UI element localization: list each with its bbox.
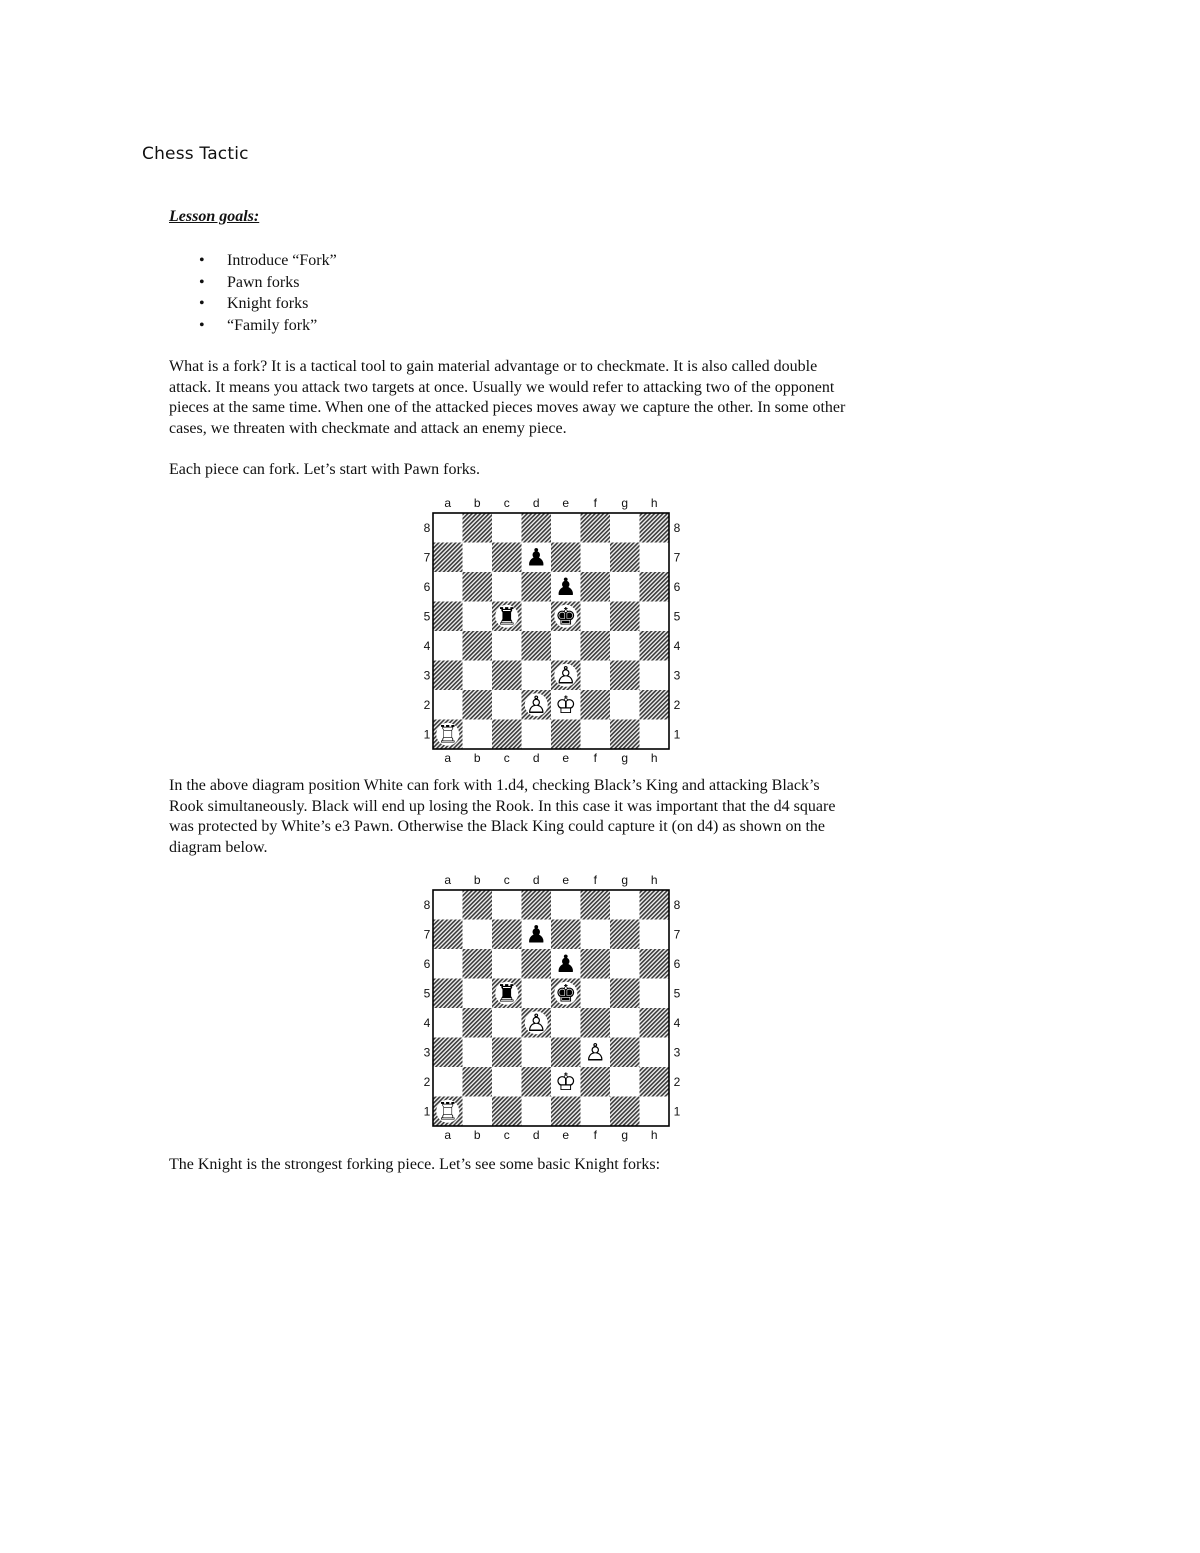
white-piece-e2: ♔ — [554, 690, 577, 719]
board-square-a6 — [433, 949, 463, 979]
board-square-d6 — [522, 572, 552, 602]
board-square-e7 — [551, 543, 581, 573]
board-square-g6 — [610, 949, 640, 979]
board-square-h5 — [640, 602, 670, 632]
rank-label-5-right: 5 — [673, 609, 681, 624]
board-square-h4 — [640, 631, 670, 661]
board-square-d3 — [522, 1038, 552, 1068]
file-label-h-top: h — [650, 496, 658, 510]
black-piece-e5: ♚ — [554, 979, 577, 1008]
board-square-f3 — [581, 661, 611, 691]
board-square-b3 — [463, 1038, 493, 1068]
chess-diagram-1 — [412, 492, 695, 768]
list-item — [169, 272, 337, 294]
board-square-c4 — [492, 631, 522, 661]
black-piece-d7: ♟ — [525, 920, 548, 949]
board-square-g4 — [610, 631, 640, 661]
board-square-a4 — [433, 1008, 463, 1038]
file-label-d-top: d — [532, 873, 540, 887]
file-label-h-bottom: h — [650, 751, 658, 765]
rank-label-8-right: 8 — [673, 520, 681, 535]
list-item-text: Knight forks — [227, 295, 309, 313]
file-label-d-bottom: d — [532, 751, 540, 765]
board-square-a5 — [433, 979, 463, 1009]
rank-label-1-left: 1 — [423, 1104, 431, 1119]
white-piece-a1: ♖ — [436, 720, 459, 749]
rank-label-7-left: 7 — [423, 550, 431, 565]
black-piece-c5: ♜ — [495, 602, 518, 631]
file-label-c-bottom: c — [503, 751, 510, 765]
board-square-c1 — [492, 720, 522, 750]
board-square-g2 — [610, 690, 640, 720]
board-square-h3 — [640, 661, 670, 691]
board-square-b1 — [463, 720, 493, 750]
file-label-h-bottom: h — [650, 1128, 658, 1142]
list-item — [169, 315, 337, 337]
board-square-f7 — [581, 920, 611, 950]
board-square-b6 — [463, 572, 493, 602]
board-square-c1 — [492, 1097, 522, 1127]
text-line: In the above diagram position White can fork with 1.d4, checking Black’s King and attacking Black’s — [169, 777, 820, 794]
white-piece-e2: ♔ — [554, 1067, 577, 1096]
file-label-a-bottom: a — [444, 1128, 452, 1142]
rank-label-7-left: 7 — [423, 927, 431, 942]
file-label-e-bottom: e — [562, 1128, 570, 1142]
white-piece-d4: ♙ — [525, 1008, 548, 1037]
board-square-f8 — [581, 513, 611, 543]
white-piece-f3: ♙ — [584, 1038, 607, 1067]
board-square-c8 — [492, 890, 522, 920]
board-square-g7 — [610, 543, 640, 573]
rank-label-6-right: 6 — [673, 579, 681, 594]
board-square-d6 — [522, 949, 552, 979]
board-square-c3 — [492, 1038, 522, 1068]
board-square-g2 — [610, 1067, 640, 1097]
board-square-e8 — [551, 513, 581, 543]
board-square-a6 — [433, 572, 463, 602]
board-square-a3 — [433, 661, 463, 691]
board-square-c7 — [492, 920, 522, 950]
rank-label-2-right: 2 — [673, 1074, 681, 1089]
board-square-h7 — [640, 920, 670, 950]
explanation-paragraph — [169, 776, 959, 859]
rank-label-6-left: 6 — [423, 956, 431, 971]
rank-label-3-right: 3 — [673, 668, 681, 683]
file-label-g-bottom: g — [621, 751, 629, 765]
board-square-h2 — [640, 690, 670, 720]
board-square-a3 — [433, 1038, 463, 1068]
file-label-e-top: e — [562, 496, 570, 510]
board-square-d5 — [522, 979, 552, 1009]
board-square-h4 — [640, 1008, 670, 1038]
bullet-icon: • — [199, 295, 205, 313]
file-label-a-top: a — [444, 873, 452, 887]
rank-label-6-left: 6 — [423, 579, 431, 594]
bullet-icon: • — [199, 273, 205, 291]
board-square-b1 — [463, 1097, 493, 1127]
board-square-e1 — [551, 1097, 581, 1127]
rank-label-1-right: 1 — [673, 1104, 681, 1119]
text-line: was protected by White’s e3 Pawn. Otherwise the Black King could capture it (on d4) as shown on the — [169, 818, 825, 836]
file-label-a-top: a — [444, 496, 452, 510]
rank-label-3-left: 3 — [423, 1045, 431, 1060]
lesson-goals-heading: Lesson goals: — [169, 208, 260, 225]
board-square-b7 — [463, 920, 493, 950]
board-square-f6 — [581, 949, 611, 979]
board-square-c3 — [492, 661, 522, 691]
board-square-f1 — [581, 720, 611, 750]
board-square-b4 — [463, 1008, 493, 1038]
board-square-h8 — [640, 890, 670, 920]
board-square-e1 — [551, 720, 581, 750]
board-square-b4 — [463, 631, 493, 661]
file-label-g-top: g — [621, 496, 629, 510]
board-square-e8 — [551, 890, 581, 920]
board-square-e3 — [551, 1038, 581, 1068]
list-item — [169, 250, 337, 272]
file-label-b-top: b — [473, 496, 481, 510]
board-square-b2 — [463, 690, 493, 720]
board-square-h6 — [640, 949, 670, 979]
lesson-goals-list — [169, 250, 337, 336]
chess-board — [412, 492, 695, 768]
board-square-d3 — [522, 661, 552, 691]
pawn-fork-intro: Each piece can fork. Let’s start with Pawn forks. — [169, 461, 481, 478]
file-label-g-bottom: g — [621, 1128, 629, 1142]
board-square-f5 — [581, 602, 611, 632]
board-square-f5 — [581, 979, 611, 1009]
board-square-f7 — [581, 543, 611, 573]
text-line: attack. It means you attack two targets at once. Usually we would refer to attacking two of the opponent — [169, 378, 835, 396]
board-square-h2 — [640, 1067, 670, 1097]
board-square-h5 — [640, 979, 670, 1009]
board-square-h6 — [640, 572, 670, 602]
board-square-g5 — [610, 602, 640, 632]
board-square-c6 — [492, 949, 522, 979]
file-label-h-top: h — [650, 873, 658, 887]
board-square-a2 — [433, 690, 463, 720]
list-item — [169, 293, 337, 315]
file-label-a-bottom: a — [444, 751, 452, 765]
black-piece-c5: ♜ — [495, 979, 518, 1008]
bullet-icon: • — [199, 252, 205, 269]
file-label-f-bottom: f — [593, 751, 597, 765]
file-label-d-bottom: d — [532, 1128, 540, 1142]
board-square-a7 — [433, 543, 463, 573]
rank-label-4-left: 4 — [423, 638, 431, 653]
file-label-f-top: f — [593, 496, 597, 510]
rank-label-8-left: 8 — [423, 520, 431, 535]
board-square-b5 — [463, 979, 493, 1009]
text-line: diagram below. — [169, 839, 268, 857]
rank-label-5-right: 5 — [673, 986, 681, 1001]
board-square-a2 — [433, 1067, 463, 1097]
file-label-e-bottom: e — [562, 751, 570, 765]
board-square-g3 — [610, 661, 640, 691]
rank-label-4-right: 4 — [673, 638, 681, 653]
chess-diagram-2 — [412, 869, 695, 1145]
board-square-b6 — [463, 949, 493, 979]
rank-label-8-right: 8 — [673, 897, 681, 912]
rank-label-7-right: 7 — [673, 550, 681, 565]
text-line: pieces at the same time. When one of the attacked pieces moves away we capture the other. In some other — [169, 399, 846, 417]
file-label-b-bottom: b — [473, 751, 481, 765]
file-label-b-top: b — [473, 873, 481, 887]
board-square-f2 — [581, 690, 611, 720]
rank-label-1-left: 1 — [423, 727, 431, 742]
rank-label-2-left: 2 — [423, 1074, 431, 1089]
board-square-d1 — [522, 1097, 552, 1127]
board-square-e7 — [551, 920, 581, 950]
board-square-f2 — [581, 1067, 611, 1097]
text-line: What is a fork? It is a tactical tool to gain material advantage or to checkmate. It is also called double — [169, 358, 818, 375]
board-square-d8 — [522, 513, 552, 543]
intro-paragraph — [169, 357, 959, 440]
board-square-b8 — [463, 890, 493, 920]
file-label-g-top: g — [621, 873, 629, 887]
board-square-g6 — [610, 572, 640, 602]
board-square-a4 — [433, 631, 463, 661]
board-square-f6 — [581, 572, 611, 602]
rank-label-4-right: 4 — [673, 1015, 681, 1030]
board-square-h8 — [640, 513, 670, 543]
page-title: Chess Tactic — [142, 144, 249, 164]
board-square-b2 — [463, 1067, 493, 1097]
board-square-g1 — [610, 720, 640, 750]
black-piece-e6: ♟ — [554, 949, 577, 978]
board-square-f4 — [581, 1008, 611, 1038]
rank-label-5-left: 5 — [423, 986, 431, 1001]
board-square-e4 — [551, 631, 581, 661]
bullet-icon: • — [199, 316, 205, 334]
board-square-a8 — [433, 513, 463, 543]
file-label-f-top: f — [593, 873, 597, 887]
board-square-c8 — [492, 513, 522, 543]
rank-label-7-right: 7 — [673, 927, 681, 942]
board-square-a5 — [433, 602, 463, 632]
file-label-c-top: c — [503, 873, 510, 887]
rank-label-2-right: 2 — [673, 697, 681, 712]
rank-label-1-right: 1 — [673, 727, 681, 742]
board-square-b5 — [463, 602, 493, 632]
rank-label-3-left: 3 — [423, 668, 431, 683]
file-label-c-top: c — [503, 496, 510, 510]
rank-label-5-left: 5 — [423, 609, 431, 624]
board-square-g1 — [610, 1097, 640, 1127]
board-square-h1 — [640, 1097, 670, 1127]
list-item-text: Introduce “Fork” — [227, 252, 337, 269]
board-square-c6 — [492, 572, 522, 602]
rank-label-8-left: 8 — [423, 897, 431, 912]
board-square-a8 — [433, 890, 463, 920]
white-piece-d2: ♙ — [525, 690, 548, 719]
board-square-f8 — [581, 890, 611, 920]
board-square-c7 — [492, 543, 522, 573]
board-square-b7 — [463, 543, 493, 573]
white-piece-e3: ♙ — [554, 661, 577, 690]
black-piece-e6: ♟ — [554, 572, 577, 601]
rank-label-2-left: 2 — [423, 697, 431, 712]
board-square-h1 — [640, 720, 670, 750]
board-square-e4 — [551, 1008, 581, 1038]
text-line: Rook simultaneously. Black will end up losing the Rook. In this case it was important that the d4 square — [169, 797, 836, 815]
board-square-c4 — [492, 1008, 522, 1038]
rank-label-6-right: 6 — [673, 956, 681, 971]
board-square-d1 — [522, 720, 552, 750]
board-square-b8 — [463, 513, 493, 543]
file-label-c-bottom: c — [503, 1128, 510, 1142]
board-square-g8 — [610, 513, 640, 543]
board-square-f1 — [581, 1097, 611, 1127]
black-piece-d7: ♟ — [525, 543, 548, 572]
board-square-h7 — [640, 543, 670, 573]
board-square-h3 — [640, 1038, 670, 1068]
board-square-c2 — [492, 1067, 522, 1097]
board-square-g4 — [610, 1008, 640, 1038]
board-square-g7 — [610, 920, 640, 950]
rank-label-3-right: 3 — [673, 1045, 681, 1060]
file-label-e-top: e — [562, 873, 570, 887]
file-label-d-top: d — [532, 496, 540, 510]
text-line: cases, we threaten with checkmate and attack an enemy piece. — [169, 420, 567, 438]
black-piece-e5: ♚ — [554, 602, 577, 631]
white-piece-a1: ♖ — [436, 1097, 459, 1126]
board-square-f4 — [581, 631, 611, 661]
board-square-d5 — [522, 602, 552, 632]
rank-label-4-left: 4 — [423, 1015, 431, 1030]
board-square-g3 — [610, 1038, 640, 1068]
knight-fork-intro: The Knight is the strongest forking piece. Let’s see some basic Knight forks: — [169, 1156, 661, 1173]
list-item-text: Pawn forks — [227, 273, 300, 291]
board-square-b3 — [463, 661, 493, 691]
board-square-a7 — [433, 920, 463, 950]
file-label-b-bottom: b — [473, 1128, 481, 1142]
board-square-c2 — [492, 690, 522, 720]
list-item-text: “Family fork” — [227, 316, 318, 334]
board-square-d8 — [522, 890, 552, 920]
chess-board — [412, 869, 695, 1145]
board-square-g5 — [610, 979, 640, 1009]
file-label-f-bottom: f — [593, 1128, 597, 1142]
board-square-g8 — [610, 890, 640, 920]
board-square-d4 — [522, 631, 552, 661]
board-square-d2 — [522, 1067, 552, 1097]
